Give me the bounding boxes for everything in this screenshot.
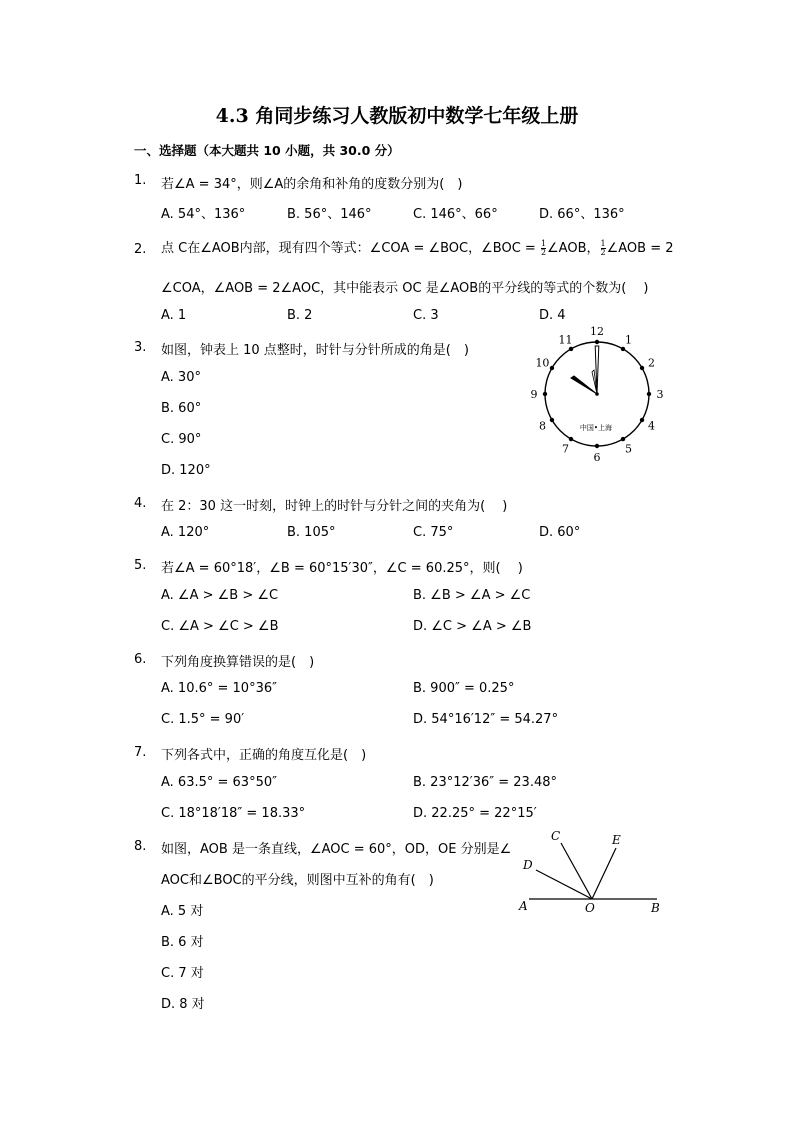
question-3-option-c: C. 90° xyxy=(161,432,202,447)
question-4-option-c: C. 75° xyxy=(413,525,454,540)
question-8-number: 8. xyxy=(134,839,147,854)
question-3-number: 3. xyxy=(134,340,147,355)
clock-tick-dot xyxy=(543,392,547,396)
question-3-option-a: A. 30° xyxy=(161,370,201,385)
question-1-number: 1. xyxy=(134,173,147,188)
question-6-option-d: D. 54°16′12″ = 54.27° xyxy=(413,712,559,727)
clock-tick-dot xyxy=(595,444,599,448)
label-e: E xyxy=(612,833,621,847)
question-5-option-d: D. ∠C > ∠A > ∠B xyxy=(413,619,532,634)
fraction-half-1: $\frac{1}{2}$ xyxy=(540,239,547,257)
clock-number: 3 xyxy=(656,388,664,401)
question-1-option-d: D. 66°、136° xyxy=(539,207,625,222)
clock-tick-dot xyxy=(647,392,651,396)
question-4-option-a: A. 120° xyxy=(161,525,210,540)
question-5-option-c: C. ∠A > ∠C > ∠B xyxy=(161,619,279,634)
question-7-option-d: D. 22.25° = 22°15′ xyxy=(413,806,537,821)
question-7-number: 7. xyxy=(134,745,147,760)
question-2-stem-part-3: ∠AOB = 2 xyxy=(606,241,674,256)
clock-figure xyxy=(528,326,664,462)
question-3-stem: 如图，钟表上 10 点整时，时针与分针所成的角是( ) xyxy=(161,343,469,358)
clock-brand-label: 中国•上海 xyxy=(579,424,613,432)
clock-number: 7 xyxy=(562,442,569,456)
question-6-stem: 下列角度换算错误的是( ) xyxy=(161,655,315,670)
question-1-option-b: B. 56°、146° xyxy=(287,207,372,222)
clock-tick-dot xyxy=(550,366,554,370)
clock-tick-dot xyxy=(621,347,625,351)
question-5-number: 5. xyxy=(134,558,147,573)
question-2-number: 2. xyxy=(134,242,147,257)
clock-number: 9 xyxy=(530,388,538,401)
question-8-stem: 如图，AOB 是一条直线，∠AOC = 60°，OD，OE 分别是∠ xyxy=(161,842,512,857)
question-2-option-a: A. 1 xyxy=(161,308,187,323)
clock-tick-dot xyxy=(621,437,625,441)
question-4-number: 4. xyxy=(134,496,147,511)
question-2-option-c: C. 3 xyxy=(413,308,439,323)
question-2-stem xyxy=(161,237,674,257)
question-2-stem-line-2: ∠COA，∠AOB = 2∠AOC，其中能表示 OC 是∠AOB的平分线的等式的个数为( ) xyxy=(161,281,649,296)
clock-number: 11 xyxy=(558,333,573,347)
question-2-option-b: B. 2 xyxy=(287,308,313,323)
label-d: D xyxy=(523,858,533,872)
question-4-option-d: D. 60° xyxy=(539,525,581,540)
question-6-number: 6. xyxy=(134,652,147,667)
section-heading: 一、选择题（本大题共 10 小题，共 30.0 分） xyxy=(134,143,400,158)
clock-tick-dot xyxy=(550,418,554,422)
clock-number: 12 xyxy=(590,326,604,338)
question-7-option-c: C. 18°18′18″ = 18.33° xyxy=(161,806,306,821)
question-2-stem-part-2: ∠AOB， xyxy=(547,241,600,256)
question-5-option-b: B. ∠B > ∠A > ∠C xyxy=(413,588,531,603)
question-7-option-b: B. 23°12′36″ = 23.48° xyxy=(413,775,557,790)
clock-tick-dot xyxy=(595,340,599,344)
question-3-option-b: B. 60° xyxy=(161,401,202,416)
question-8-option-d: D. 8 对 xyxy=(161,997,205,1012)
question-5-option-a: A. ∠A > ∠B > ∠C xyxy=(161,588,279,603)
clock-number: 10 xyxy=(535,356,550,370)
question-8-option-a: A. 5 对 xyxy=(161,904,204,919)
question-5-stem: 若∠A = 60°18′，∠B = 60°15′30″，∠C = 60.25°，则( ) xyxy=(161,561,523,576)
label-a: A xyxy=(519,899,528,913)
question-8-stem-line-2: AOC和∠BOC的平分线，则图中互补的角有( ) xyxy=(161,873,434,888)
clock-tick-dot xyxy=(640,366,644,370)
question-8-option-b: B. 6 对 xyxy=(161,935,204,950)
clock-number: 8 xyxy=(538,419,546,433)
label-b: B xyxy=(651,901,660,915)
clock-number: 5 xyxy=(625,442,632,456)
question-6-option-b: B. 900″ = 0.25° xyxy=(413,681,515,696)
angle-figure xyxy=(512,822,672,920)
question-1-stem: 若∠A = 34°，则∠A的余角和补角的度数分别为( ) xyxy=(161,177,463,192)
question-6-option-c: C. 1.5° = 90′ xyxy=(161,712,245,727)
fraction-half-2: $\frac{1}{2}$ xyxy=(600,239,606,257)
clock-tick-dot xyxy=(640,418,644,422)
label-c: C xyxy=(551,829,561,843)
question-6-option-a: A. 10.6° = 10°36″ xyxy=(161,681,277,696)
question-1-option-a: A. 54°、136° xyxy=(161,207,246,222)
question-7-option-a: A. 63.5° = 63°50″ xyxy=(161,775,277,790)
question-1-option-c: C. 146°、66° xyxy=(413,207,498,222)
clock-number: 2 xyxy=(648,356,656,370)
question-8-option-c: C. 7 对 xyxy=(161,966,204,981)
question-3-option-d: D. 120° xyxy=(161,463,211,478)
question-2-stem-part-1: 点 C在∠AOB内部，现有四个等式：∠COA = ∠BOC，∠BOC = xyxy=(161,241,540,256)
page-title: 4.3 角同步练习人教版初中数学七年级上册 xyxy=(215,105,579,127)
question-2-option-d: D. 4 xyxy=(539,308,566,323)
clock-tick-dot xyxy=(569,347,573,351)
clock-tick-dot xyxy=(569,437,573,441)
question-7-stem: 下列各式中，正确的角度互化是( ) xyxy=(161,748,367,763)
clock-number: 1 xyxy=(625,333,632,347)
clock-number: 4 xyxy=(648,419,656,433)
question-4-option-b: B. 105° xyxy=(287,525,336,540)
question-4-stem: 在 2：30 这一时刻，时钟上的时针与分针之间的夹角为( ) xyxy=(161,499,508,514)
clock-number: 6 xyxy=(593,451,601,462)
label-o: O xyxy=(585,901,595,915)
